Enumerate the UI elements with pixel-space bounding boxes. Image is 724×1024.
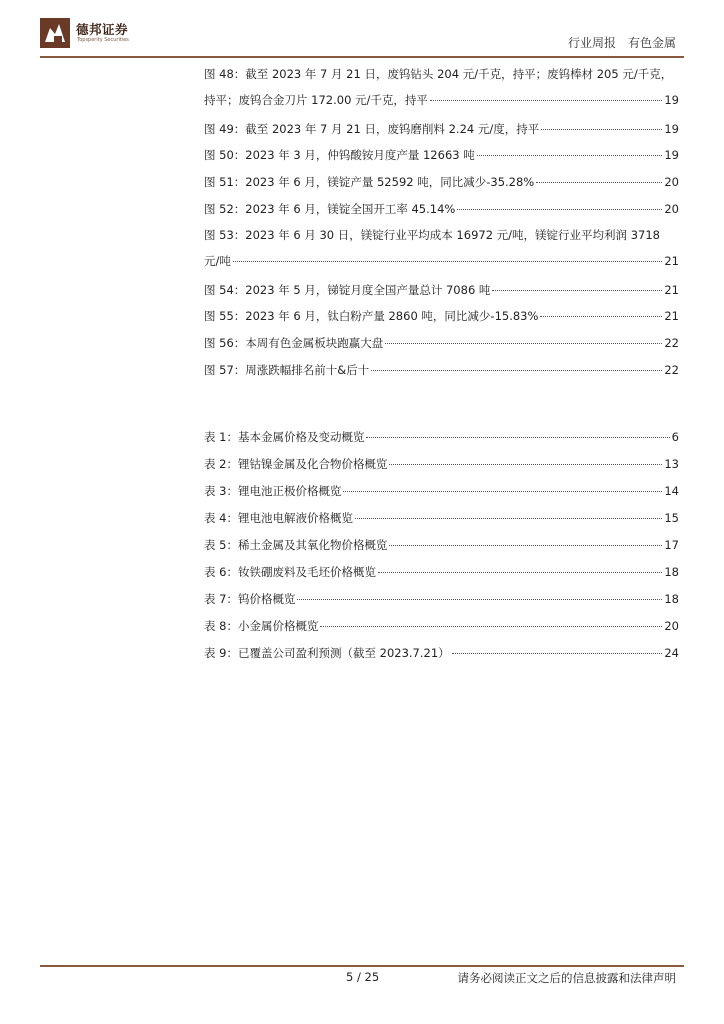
toc-entry-figure-50[interactable] [204, 147, 679, 163]
legal-disclaimer: 请务必阅读正文之后的信息披露和法律声明 [457, 971, 676, 985]
dot-leader [378, 572, 662, 573]
toc-entry-page: 17 [664, 538, 679, 552]
header-divider [40, 56, 684, 58]
toc-entry-page: 18 [664, 565, 679, 579]
dot-leader [355, 518, 662, 519]
dot-leader [452, 653, 663, 654]
company-logo-icon [40, 18, 70, 48]
report-sector: 有色金属 [627, 36, 676, 50]
toc-entry-line-1: 图 53：2023 年 6 月 30 日，镁锭行业平均成本 16972 元/吨，镁锭行业平均利润 3718 [204, 228, 660, 242]
dot-leader [492, 290, 662, 291]
toc-entry-page: 20 [664, 619, 679, 633]
toc-entry-text: 图 49：截至 2023 年 7 月 21 日，废钨磨削料 2.24 元/度，持平 [204, 122, 540, 136]
dot-leader [371, 370, 662, 371]
toc-entry-page: 22 [664, 363, 679, 377]
toc-entry-page: 6 [671, 430, 679, 444]
toc-entry-table-6[interactable] [204, 564, 679, 580]
toc-entry-text: 图 54：2023 年 5 月，锑锭月度全国产量总计 7086 吨 [204, 283, 491, 297]
toc-entry-text: 图 55：2023 年 6 月，钛白粉产量 2860 吨，同比减少-15.83% [204, 309, 539, 323]
toc-entry-table-5[interactable] [204, 537, 679, 553]
dot-leader [233, 261, 662, 262]
toc-entry-text: 图 56：本周有色金属板块跑赢大盘 [204, 336, 384, 350]
toc-entry-table-7[interactable] [204, 591, 679, 607]
toc-entry-page: 20 [664, 175, 679, 189]
toc-entry-text: 图 52：2023 年 6 月，镁锭全国开工率 45.14% [204, 202, 456, 216]
toc-entry-page: 19 [664, 93, 679, 107]
toc-entry-table-4[interactable] [204, 510, 679, 526]
toc-entry-figure-54[interactable] [204, 282, 679, 298]
toc-entry-table-9[interactable] [204, 645, 679, 661]
toc-entry-figure-49[interactable] [204, 121, 679, 137]
toc-entry-page: 21 [664, 254, 679, 268]
dot-leader [297, 599, 662, 600]
toc-entry-text: 表 5：稀土金属及其氧化物价格概览 [204, 538, 388, 552]
toc-entry-text: 表 6：钕铁硼废料及毛坯价格概览 [204, 565, 376, 579]
toc-entry-page: 13 [664, 457, 679, 471]
toc-entry-line-1: 图 48：截至 2023 年 7 月 21 日，废钨钻头 204 元/千克，持平；废钨棒材 205 元/千克， [204, 67, 673, 81]
toc-entry-text: 持平；废钨合金刀片 172.00 元/千克，持平 [204, 93, 428, 107]
toc-entry-figure-55[interactable] [204, 308, 679, 324]
toc-entry-text: 表 9：已覆盖公司盈利预测（截至 2023.7.21） [204, 646, 450, 660]
dot-leader [541, 129, 662, 130]
toc-entry-page: 21 [664, 283, 679, 297]
dot-leader [536, 182, 662, 183]
toc-entry-page: 21 [664, 309, 679, 323]
dot-leader [366, 437, 669, 438]
footer-divider [40, 965, 684, 967]
toc-entry-page: 15 [664, 511, 679, 525]
toc-entry-figure-57[interactable] [204, 362, 679, 378]
company-logo [40, 18, 150, 48]
dot-leader [477, 155, 663, 156]
dot-leader [389, 545, 662, 546]
toc-entry-page: 18 [664, 592, 679, 606]
toc-entry-text: 图 51：2023 年 6 月，镁锭产量 52592 吨，同比减少-35.28% [204, 175, 535, 189]
toc-entry-page: 19 [664, 148, 679, 162]
toc-entry-page: 20 [664, 202, 679, 216]
toc-entry-table-8[interactable] [204, 618, 679, 634]
toc-entry-figure-52[interactable] [204, 201, 679, 217]
logo-text: 德邦证券 [76, 22, 129, 37]
toc-entry-text: 表 7：钨价格概览 [204, 592, 296, 606]
page-number: 5 / 25 [346, 970, 380, 984]
toc-entry-table-1[interactable] [204, 429, 679, 445]
toc-entry-text: 表 8：小金属价格概览 [204, 619, 319, 633]
dot-leader [343, 491, 662, 492]
toc-entry-text: 图 50：2023 年 3 月，仲钨酸铵月度产量 12663 吨 [204, 148, 475, 162]
toc-entry-text: 表 2：锂钴镍金属及化合物价格概览 [204, 457, 388, 471]
toc-entry-text: 表 1：基本金属价格及变动概览 [204, 430, 365, 444]
toc-entry-table-2[interactable] [204, 456, 679, 472]
report-type [568, 34, 676, 51]
dot-leader [457, 209, 662, 210]
logo-subtext: Topsperity Securities [77, 37, 129, 43]
report-category: 行业周报 [567, 36, 616, 50]
toc-entry-page: 19 [664, 122, 679, 136]
toc-entry-page: 14 [664, 484, 679, 498]
toc-entry-page: 22 [664, 336, 679, 350]
dot-leader [430, 100, 662, 101]
dot-leader [320, 626, 662, 627]
dot-leader [389, 464, 662, 465]
toc-entry-figure-56[interactable] [204, 335, 679, 351]
toc-entry-text: 元/吨 [204, 254, 231, 268]
dot-leader [540, 316, 662, 317]
toc-entry-figure-53[interactable] [204, 227, 679, 269]
toc-entry-figure-51[interactable] [204, 174, 679, 190]
toc-entry-text: 图 57：周涨跌幅排名前十&后十 [204, 363, 370, 377]
toc-entry-text: 表 4：锂电池电解液价格概览 [204, 511, 353, 525]
toc-entry-figure-48[interactable] [204, 66, 679, 108]
dot-leader [385, 343, 662, 344]
toc-entry-page: 24 [664, 646, 679, 660]
toc-entry-table-3[interactable] [204, 483, 679, 499]
toc-entry-text: 表 3：锂电池正极价格概览 [204, 484, 342, 498]
